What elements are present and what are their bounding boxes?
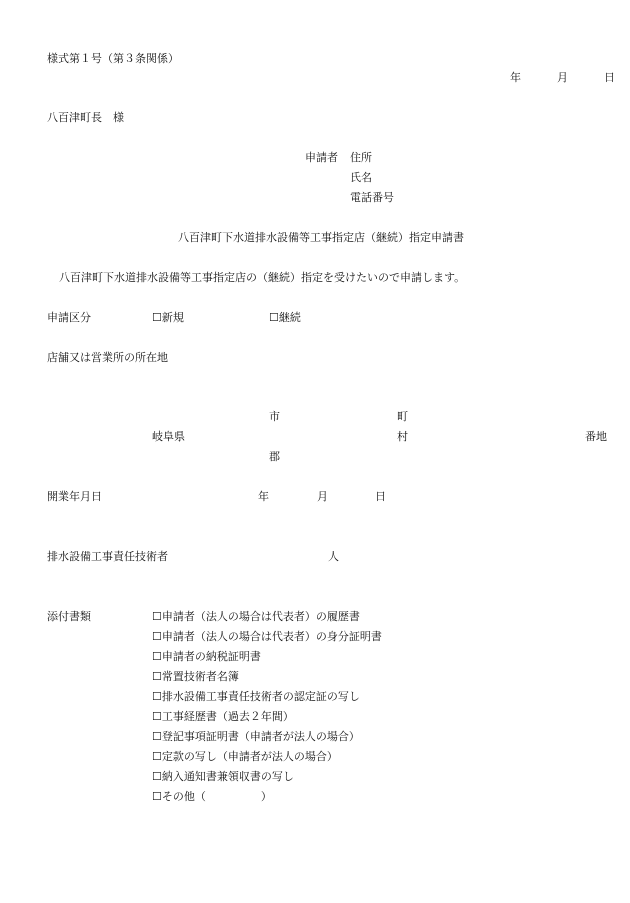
renewal-application-checkbox[interactable]: ☐継続 (269, 311, 301, 324)
body-text: 八百津町下水道排水設備等工事指定店の（継続）指定を受けたいので申請します。 (59, 271, 466, 284)
town-label: 町 (397, 410, 408, 423)
attachment-item[interactable]: ☐常置技術者名簿 (152, 670, 239, 683)
attachment-item[interactable]: ☐申請者の納税証明書 (152, 650, 261, 663)
location-label: 店舗又は営業所の所在地 (47, 351, 168, 364)
applicant-name-label: 氏名 (350, 171, 372, 184)
opening-month-label: 月 (317, 490, 328, 503)
attachment-item[interactable]: ☐登記事項証明書（申請者が法人の場合） (152, 730, 360, 743)
attachment-item[interactable]: ☐申請者（法人の場合は代表者）の身分証明書 (152, 630, 382, 643)
technician-label: 排水設備工事責任技術者 (47, 550, 168, 563)
date-day-label: 日 (604, 71, 615, 84)
applicant-phone-label: 電話番号 (350, 191, 394, 204)
date-month-label: 月 (557, 71, 568, 84)
document-title: 八百津町下水道排水設備等工事指定店（継続）指定申請書 (178, 231, 464, 244)
addressee: 八百津町長 様 (47, 111, 124, 124)
form-number: 様式第１号（第３条関係） (47, 52, 179, 65)
attachment-item[interactable]: ☐定款の写し（申請者が法人の場合） (152, 750, 338, 763)
application-type-label: 申請区分 (47, 311, 91, 324)
attachments-label: 添付書類 (47, 610, 91, 623)
lot-number-label: 番地 (585, 430, 607, 443)
attachment-item[interactable]: ☐その他（ ） (152, 790, 272, 803)
attachment-item[interactable]: ☐納入通知書兼領収書の写し (152, 770, 294, 783)
village-label: 村 (397, 430, 408, 443)
attachment-item[interactable]: ☐申請者（法人の場合は代表者）の履歴書 (152, 610, 360, 623)
applicant-label: 申請者 (305, 151, 338, 164)
technician-unit: 人 (328, 550, 339, 563)
prefecture-label: 岐阜県 (152, 430, 185, 443)
date-year-label: 年 (510, 71, 521, 84)
opening-date-label: 開業年月日 (47, 490, 102, 503)
applicant-address-label: 住所 (350, 151, 372, 164)
opening-year-label: 年 (258, 490, 269, 503)
attachment-item[interactable]: ☐排水設備工事責任技術者の認定証の写し (152, 690, 360, 703)
new-application-checkbox[interactable]: ☐新規 (152, 311, 184, 324)
county-label: 郡 (269, 450, 280, 463)
city-label: 市 (269, 410, 280, 423)
opening-day-label: 日 (375, 490, 386, 503)
attachment-item[interactable]: ☐工事経歴書（過去２年間） (152, 710, 294, 723)
